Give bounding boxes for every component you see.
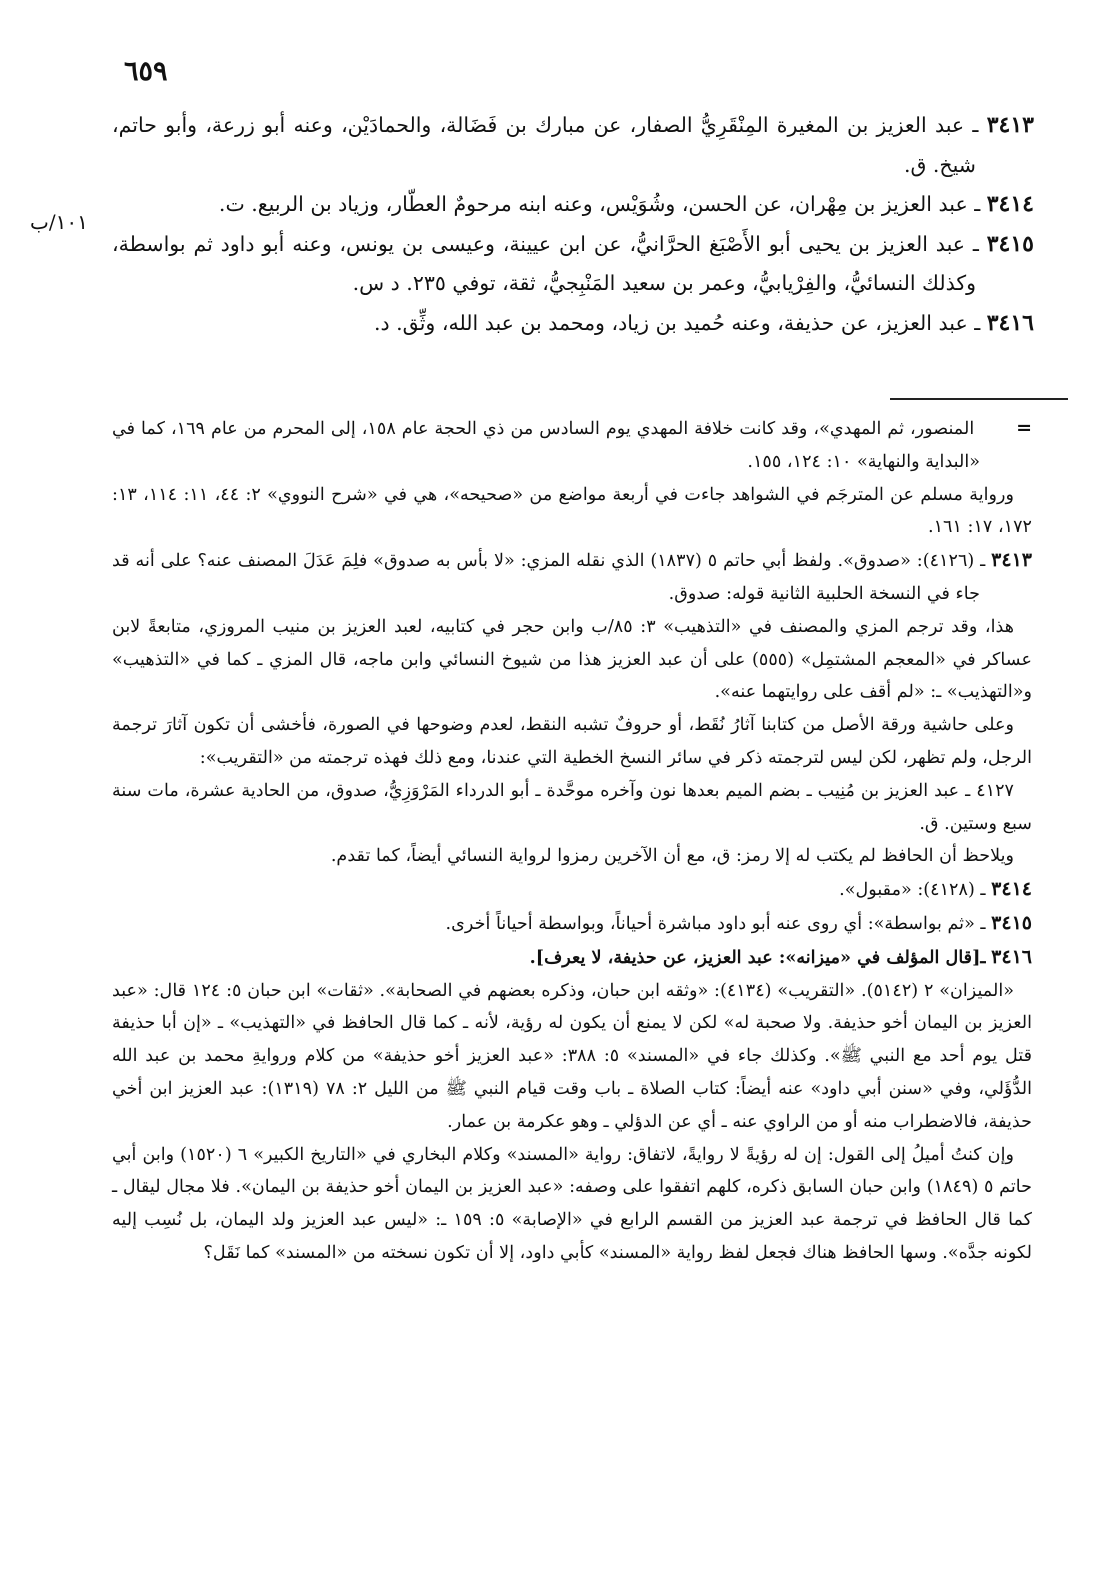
footnote-entry: [112, 941, 1032, 975]
entry: [112, 185, 1034, 225]
margin-note: ١٠١/ب: [30, 210, 88, 234]
footnote-number: ٣٤١٦: [991, 945, 1032, 968]
entry: [112, 106, 1034, 185]
entry-number: ٣٤١٦: [986, 309, 1034, 336]
footnote-number: ٣٤١٣: [991, 549, 1032, 572]
footnote-paragraph: هذا، وقد ترجم المزي والمصنف في «التذهيب» ٣: ٨٥/ب وابن حجر في كتابيه، لعبد العزيز بن منيب المروزي، متابعةً لابن عساكر في «المعجم المشتمِل» (٥٥٥) على أن عبد العزيز هذا من شيوخ النسائي وابن ماجه، قال المزي ـ كما في «التذهيب» و«التهذيب» ـ: «لم أقف على روايتهما عنه».: [112, 616, 1032, 703]
footnote-entry: [112, 873, 1032, 907]
footnote-continuation: [112, 412, 1032, 479]
footnote-text: ].: [529, 946, 545, 968]
entry-number: ٣٤١٤: [986, 191, 1034, 217]
footnote-paragraph: ٤١٢٧ ـ عبد العزيز بن مُنِيب ـ بضم الميم بعدها نون وآخره موحَّدة ـ أبو الدرداء المَرْوَزِيُّ، صدوق، من الحادية عشرة، مات سنة سبع وستين. ق.: [112, 780, 1032, 834]
entry: [112, 225, 1034, 304]
page-number: ٦٥٩: [124, 56, 168, 87]
footnote-text: ـ (٤١٢٨): «مقبول».: [839, 880, 986, 901]
footnote-paragraph: ورواية مسلم عن المترجَم في الشواهد جاءت في أربعة مواضع من «صحيحه»، هي في «شرح النووي» ٢: ٤٤، ١١: ١١٤، ١٣: ١٧٢، ١٧: ١٦١.: [112, 484, 1032, 538]
entry-number: ٣٤١٥: [986, 230, 1034, 257]
main-text: [112, 106, 1034, 343]
footnote-number: ٣٤١٤: [991, 878, 1032, 901]
footnote-paragraph: وعلى حاشية ورقة الأصل من كتابنا آثارُ نُقَط، أو حروفٌ تشبه النقط، لعدم وضوحها في الصورة، فأخشى أن تكون آثارَ ترجمة الرجل، ولم تظهر، لكن ليس لترجمته ذكر في سائر النسخ الخطية التي عندنا، ومع ذلك فهذه ترجمته من «التقريب»:: [112, 715, 1032, 768]
footnotes: [112, 412, 1032, 1270]
footnote-number: ٣٤١٥: [991, 911, 1032, 934]
entry-text: ـ عبد العزيز بن مِهْران، عن الحسن، وشُوَيْس، وعنه ابنه مرحومٌ العطّار، وزياد بن الربيع. ت.: [218, 192, 981, 216]
footnote-text: ـ (٤١٢٦): «صدوق». ولفظ أبي حاتم ٥ (١٨٣٧) الذي نقله المزي: «لا بأس به صدوق» فلِمَ عَدَلَ المصنف عنه؟ على أنه قد جاء في النسخة الحلبية الثانية قوله: صدوق.: [112, 551, 986, 604]
entry-text: ـ عبد العزيز، عن حذيفة، وعنه حُميد بن زياد، ومحمد بن عبد الله، وثِّق. د.: [373, 310, 981, 335]
footnote-quote: عبد العزيز، عن حذيفة، لا يعرف: [544, 946, 773, 968]
footnote-entry: [112, 544, 1032, 611]
footnote-text: المنصور، ثم المهدي»، وقد كانت خلافة المهدي يوم السادس من ذي الحجة عام ١٥٨، إلى المحرم من عام ١٦٩، كما في «البداية والنهاية» ١٠: ١٢٤، ١٥٥.: [112, 419, 980, 472]
entry: [112, 304, 1034, 344]
footnote-entry: [112, 907, 1032, 941]
entry-text: ـ عبد العزيز بن المغيرة المِنْقَرِيُّ الصفار، عن مبارك بن فَضَالة، والحمادَيْن، وعنه أبو زرعة، وأبو حاتم، شيخ. ق.: [112, 113, 979, 177]
footnote-paragraph: وإن كنتُ أميلُ إلى القول: إن له رؤيةً لا روايةً، لاتفاق: رواية «المسند» وكلام البخاري في «التاريخ الكبير» ٦ (١٥٢٠) وابن أبي حاتم ٥ (١٨٤٩) وابن حبان السابق ذكره، كلهم اتفقوا على وصفه: «عبد العزيز بن اليمان أخو حذيفة بن اليمان». فلا مجال ليقال ـ كما قال الحافظ في ترجمة عبد العزيز من القسم الرابع في «الإصابة» ٥: ١٥٩ ـ: «ليس عبد العزيز ولد اليمان، بل نُسِب إليه لكونه جدَّه». وسها الحافظ هناك فجعل لفظ رواية «المسند» كأبي داود، إلا أن تكون نسخته من «المسند» كما نَقَل؟: [112, 1144, 1032, 1263]
footnote-separator: [890, 398, 1068, 400]
equals-sign: =: [1016, 417, 1032, 439]
footnote-text: ـ[قال المؤلف في «ميزانه»:: [772, 946, 986, 968]
entry-number: ٣٤١٣: [986, 112, 1034, 138]
footnote-paragraph: ويلاحظ أن الحافظ لم يكتب له إلا رمز: ق، مع أن الآخرين رمزوا لرواية النسائي أيضاً، كما تقدم.: [330, 846, 1014, 867]
entry-text: ـ عبد العزيز بن يحيى أبو الأَصْبَغ الحرَّانيُّ، عن ابن عيينة، وعيسى بن يونس، وعنه أبو داود ثم بواسطة، وكذلك النسائيُّ، والفِرْيابيُّ، وعمر بن سعيد المَنْبِجيُّ، ثقة، توفي ٢٣٥. د س.: [112, 231, 979, 295]
footnote-paragraph: «الميزان» ٢ (٥١٤٢). «التقريب» (٤١٣٤): «وثقه ابن حبان، وذكره بعضهم في الصحابة». «ثقات» ابن حبان ٥: ١٢٤ قال: «عبد العزيز بن اليمان أخو حذيفة. ولا صحبة له» لكن لا يمنع أن يكون له رؤية، لأنه ـ كما قال الحافظ في «التهذيب» ـ «إن أبا حذيفة قتل يوم أحد مع النبي ﷺ». وكذلك جاء في «المسند» ٥: ٣٨٨: «عبد العزيز أخو حذيفة» من كلام وروايةِ محمد بن عبد الله الدُّؤَلي، وفي «سنن أبي داود» عنه أيضاً: كتاب الصلاة ـ باب وقت قيام النبي ﷺ من الليل ٢: ٧٨ (١٣١٩): عبد العزيز ابن أخي حذيفة، فالاضطراب منه أو من الراوي عنه ـ أي عن الدؤلي ـ وهو عكرمة بن عمار.: [112, 980, 1033, 1132]
footnote-text: ـ «ثم بواسطة»: أي روى عنه أبو داود مباشرة أحياناً، وبواسطة أحياناً أخرى.: [445, 913, 986, 934]
